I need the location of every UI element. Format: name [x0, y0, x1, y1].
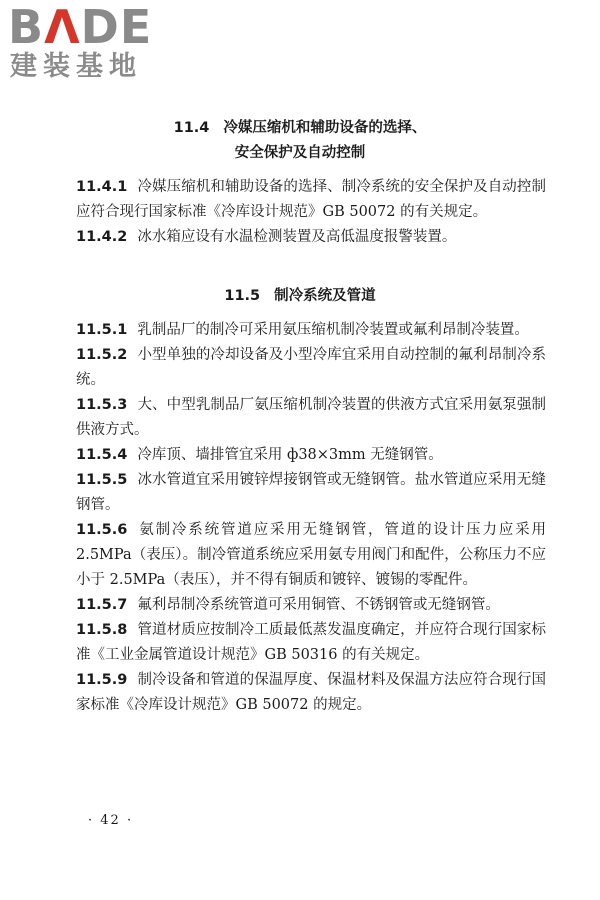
clause-text: 制冷设备和管道的保温厚度、保温材料及保温方法应符合现行国家标准《冷库设计规范》GB 50072 的规定。 [76, 672, 546, 713]
clause-11-5-2 [76, 343, 546, 393]
clause-list-11-4 [76, 175, 546, 250]
logo-wordmark: BΛDE [8, 0, 153, 54]
logo-subtitle: 建装基地 [10, 51, 142, 82]
page-number: · 42 · [88, 813, 134, 828]
clause-11-4-1 [76, 175, 546, 225]
section-number: 11.4 [173, 120, 210, 136]
clause-number: 11.5.5 [76, 472, 128, 488]
clause-11-4-2 [76, 225, 546, 250]
clause-list-11-5 [76, 318, 546, 718]
clause-11-5-5 [76, 468, 546, 518]
clause-text: 氨制冷系统管道应采用无缝钢管，管道的设计压力应采用 2.5MPa（表压）。制冷管道系统应采用氨专用阀门和配件，公称压力不应小于 2.5MPa（表压），并不得有铜质和镀锌、镀锡的零配件。 [76, 522, 546, 588]
section-title-text: 制冷系统及管道 [274, 288, 376, 304]
logo-accent-letter: Λ [44, 0, 81, 54]
section-title-11-4 [0, 116, 600, 140]
clause-11-5-3 [76, 393, 546, 443]
clause-text: 氟利昂制冷系统管道可采用铜管、不锈钢管或无缝钢管。 [137, 597, 500, 613]
clause-11-5-6 [76, 518, 546, 593]
clause-number: 11.5.6 [76, 522, 128, 538]
clause-11-5-8 [76, 618, 546, 668]
clause-number: 11.5.7 [76, 597, 128, 613]
section-title-line1: 冷媒压缩机和辅助设备的选择、 [223, 120, 427, 136]
clause-11-5-1 [76, 318, 546, 343]
clause-text: 冰水管道宜采用镀锌焊接钢管或无缝钢管。盐水管道应采用无缝钢管。 [76, 472, 546, 513]
clause-number: 11.5.2 [76, 347, 128, 363]
clause-text: 小型单独的冷却设备及小型冷库宜采用自动控制的氟利昂制冷系统。 [76, 347, 546, 388]
clause-number: 11.5.1 [76, 322, 128, 338]
clause-11-5-4 [76, 443, 546, 468]
clause-number: 11.4.1 [76, 179, 128, 195]
clause-text: 冷媒压缩机和辅助设备的选择、制冷系统的安全保护及自动控制应符合现行国家标准《冷库设计规范》GB 50072 的有关规定。 [76, 179, 546, 220]
clause-text: 冰水箱应设有水温检测装置及高低温度报警装置。 [137, 229, 457, 245]
bade-logo [8, 2, 178, 84]
clause-text: 乳制品厂的制冷可采用氨压缩机制冷装置或氟利昂制冷装置。 [137, 322, 529, 338]
clause-text: 管道材质应按制冷工质最低蒸发温度确定，并应符合现行国家标准《工业金属管道设计规范》GB 50316 的有关规定。 [76, 622, 546, 663]
clause-number: 11.4.2 [76, 229, 128, 245]
section-title-11-5 [0, 284, 600, 308]
clause-11-5-9 [76, 668, 546, 718]
clause-number: 11.5.4 [76, 447, 128, 463]
section-title-11-4-line2: 安全保护及自动控制 [234, 145, 366, 161]
clause-number: 11.5.3 [76, 397, 128, 413]
clause-number: 11.5.8 [76, 622, 128, 638]
section-number: 11.5 [224, 288, 261, 304]
clause-text: 大、中型乳制品厂氨压缩机制冷装置的供液方式宜采用氨泵强制供液方式。 [76, 397, 546, 438]
clause-text: 冷库顶、墙排管宜采用 ф38×3mm 无缝钢管。 [137, 447, 443, 463]
clause-11-5-7 [76, 593, 546, 618]
clause-number: 11.5.9 [76, 672, 128, 688]
